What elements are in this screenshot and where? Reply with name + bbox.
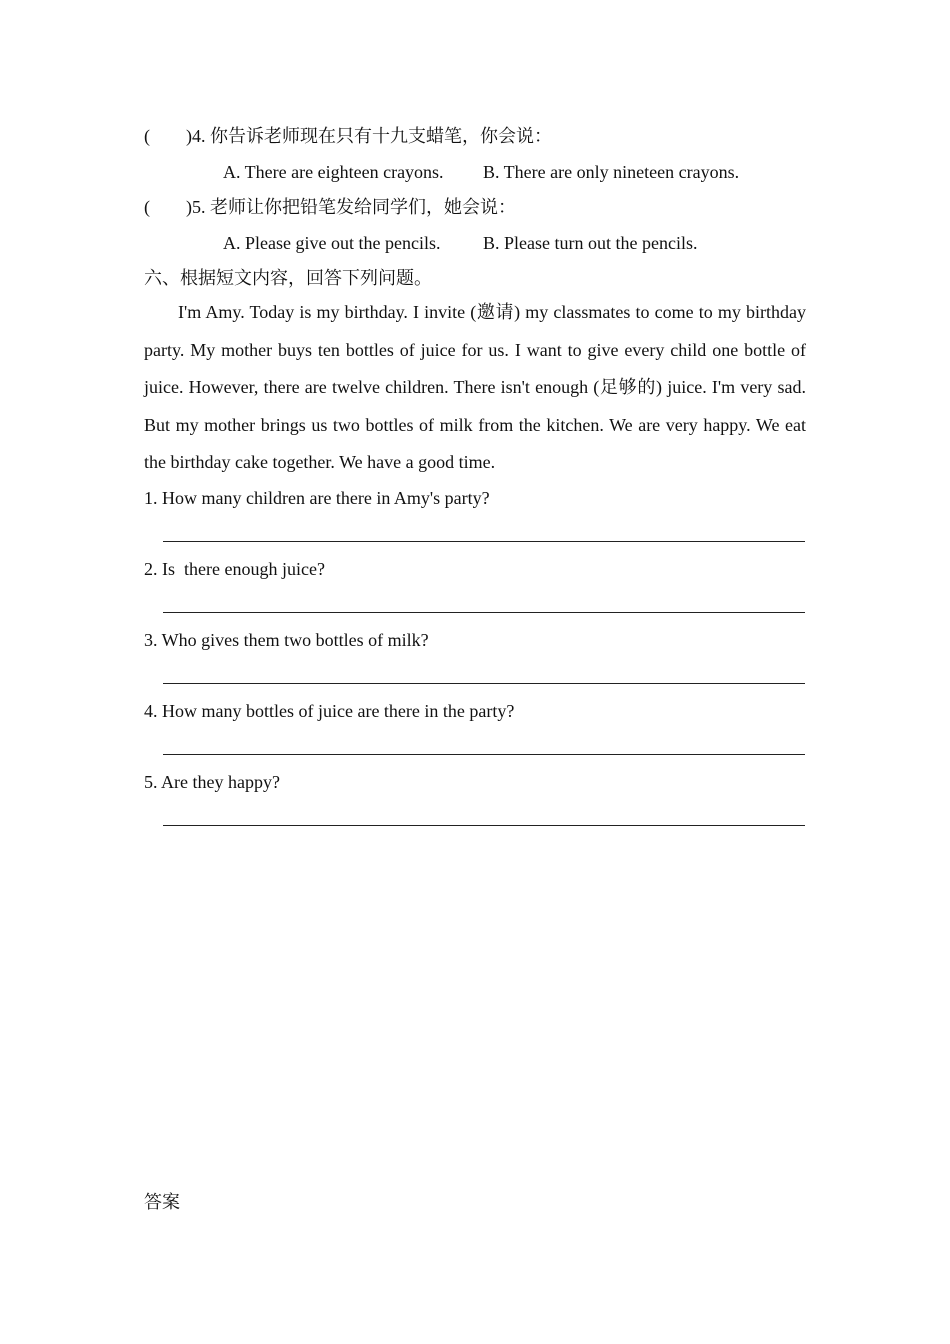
- answer-line-2: [163, 612, 805, 613]
- question-5-stem: ( )5. 老师让你把铅笔发给同学们，她会说：: [144, 197, 516, 217]
- question-1: 1. How many children are there in Amy's party?: [144, 488, 490, 508]
- reading-passage: [144, 294, 806, 482]
- answer-line-3: [163, 683, 805, 684]
- question-4-stem: ( )4. 你告诉老师现在只有十九支蜡笔，你会说：: [144, 126, 552, 146]
- question-4-option-b: B. There are only nineteen crayons.: [483, 162, 740, 182]
- section-title: 六、根据短文内容，回答下列问题。: [144, 268, 432, 288]
- question-3: 3. Who gives them two bottles of milk?: [144, 630, 429, 650]
- question-5: 5. Are they happy?: [144, 772, 280, 792]
- answer-line-4: [163, 754, 805, 755]
- question-4: 4. How many bottles of juice are there in the party?: [144, 701, 515, 721]
- question-2: 2. Is there enough juice?: [144, 559, 325, 579]
- passage-text: I'm Amy. Today is my birthday. I invite (邀请) my classmates to come to my birthday party. My mother buys ten bottles of juice for us. I want to give every child one bottle of juice. However, there are twelve children. There isn't enough (足够的) juice. I'm very sad. But my mother brings us two bottles of milk from the kitchen. We are very happy. We eat the birthday cake together. We have a good time.: [144, 302, 806, 472]
- answer-heading: 答案: [144, 1192, 180, 1212]
- answer-line-5: [163, 825, 805, 826]
- question-5-option-b: B. Please turn out the pencils.: [483, 233, 698, 253]
- question-4-option-a: A. There are eighteen crayons.: [223, 162, 444, 182]
- question-5-option-a: A. Please give out the pencils.: [223, 233, 441, 253]
- answer-line-1: [163, 541, 805, 542]
